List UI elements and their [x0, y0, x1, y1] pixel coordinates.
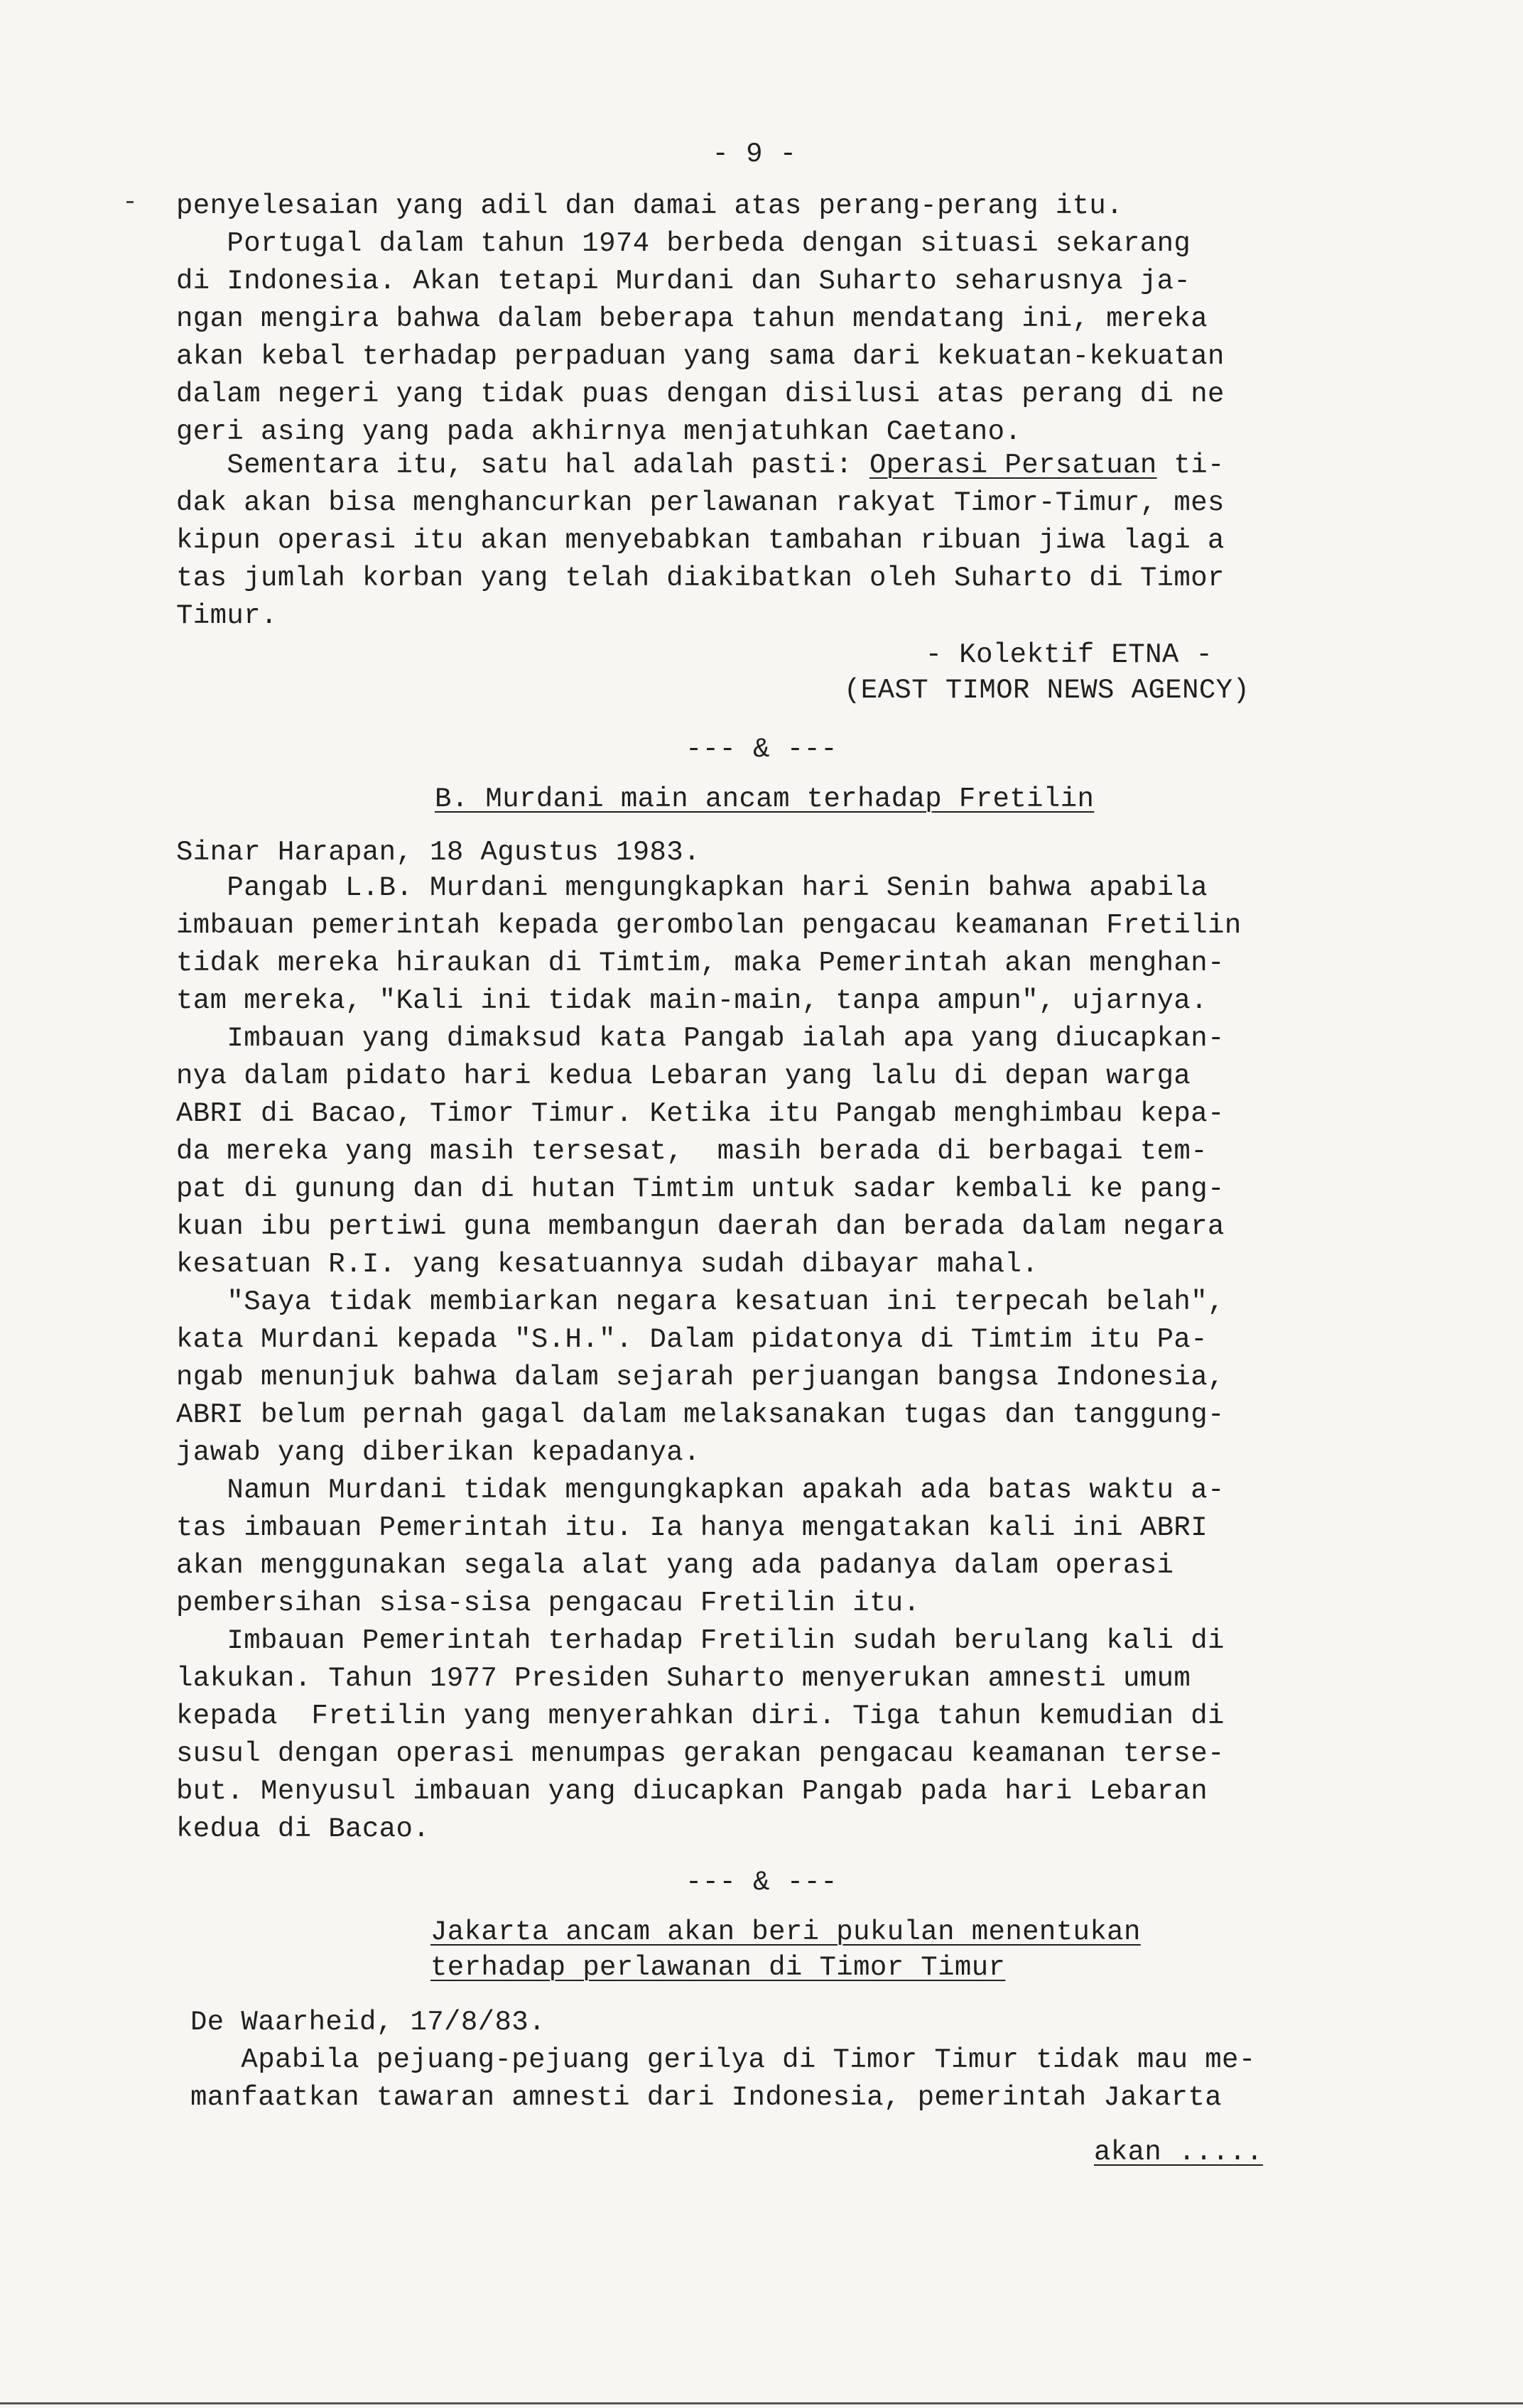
body-line: kuan ibu pertiwi guna membangun daerah dan berada dalam negara — [176, 1211, 1225, 1242]
body-line: tas imbauan Pemerintah itu. Ia hanya mengatakan kali ini ABRI — [176, 1512, 1208, 1544]
page-bottom-edge — [0, 2402, 1523, 2404]
body-line: tas jumlah korban yang telah diakibatkan oleh Suharto di Timor — [176, 563, 1225, 594]
body-line-text: ti- — [1156, 450, 1225, 481]
body-line: tidak mereka hiraukan di Timtim, maka Pemerintah akan menghan- — [176, 948, 1225, 979]
body-line-text: Sementara itu, satu hal adalah pasti: — [176, 450, 869, 481]
article-title: B. Murdani main ancam terhadap Fretilin — [435, 783, 1095, 815]
body-line: ngab menunjuk bahwa dalam sejarah perjuangan bangsa Indonesia, — [176, 1362, 1225, 1393]
body-line: dalam negeri yang tidak puas dengan disilusi atas perang di ne — [176, 379, 1225, 410]
body-line: manfaatkan tawaran amnesti dari Indonesia, pemerintah Jakarta — [190, 2082, 1223, 2113]
body-line: Pangab L.B. Murdani mengungkapkan hari Senin bahwa apabila — [176, 872, 1208, 904]
body-line: kedua di Bacao. — [176, 1813, 430, 1845]
body-line: akan kebal terhadap perpaduan yang sama dari kekuatan-kekuatan — [176, 341, 1225, 372]
body-line: susul dengan operasi menumpas gerakan pengacau keamanan terse- — [176, 1738, 1225, 1769]
body-line-with-emphasis — [176, 448, 1225, 483]
body-line: nya dalam pidato hari kedua Lebaran yang lalu di depan warga — [176, 1061, 1191, 1092]
section-separator: --- & --- — [685, 734, 838, 765]
body-line: "Saya tidak membiarkan negara kesatuan ini terpecah belah", — [176, 1286, 1225, 1318]
body-line: lakukan. Tahun 1977 Presiden Suharto menyerukan amnesti umum — [176, 1663, 1191, 1694]
body-line: Imbauan yang dimaksud kata Pangab ialah apa yang diucapkan- — [176, 1023, 1225, 1054]
article-source: De Waarheid, 17/8/83. — [190, 2007, 546, 2038]
body-line: imbauan pemerintah kepada gerombolan pengacau keamanan Fretilin — [176, 910, 1242, 941]
body-line: ABRI di Bacao, Timor Timur. Ketika itu Pangab menghimbau kepa- — [176, 1098, 1225, 1129]
body-line: akan menggunakan segala alat yang ada padanya dalam operasi — [176, 1550, 1174, 1581]
body-line: dak akan bisa menghancurkan perlawanan rakyat Timor-Timur, mes — [176, 487, 1225, 519]
body-line: Imbauan Pemerintah terhadap Fretilin sudah berulang kali di — [176, 1625, 1225, 1656]
article-title-line-1: Jakarta ancam akan beri pukulan menentukan — [430, 1916, 1141, 1948]
body-line: Namun Murdani tidak mengungkapkan apakah ada batas waktu a- — [176, 1475, 1225, 1506]
body-line: Timur. — [176, 600, 278, 631]
body-line: kipun operasi itu akan menyebabkan tambahan ribuan jiwa lagi a — [176, 525, 1225, 556]
body-line: tam mereka, "Kali ini tidak main-main, tanpa ampun", ujarnya. — [176, 985, 1208, 1016]
signature-agency: (EAST TIMOR NEWS AGENCY) — [844, 675, 1250, 706]
continuation-marker: akan ..... — [1094, 2137, 1264, 2168]
body-line: kesatuan R.I. yang kesatuannya sudah dibayar mahal. — [176, 1249, 1039, 1280]
article-source: Sinar Harapan, 18 Agustus 1983. — [176, 837, 700, 868]
body-line: kepada Fretilin yang menyerahkan diri. Tiga tahun kemudian di — [176, 1701, 1225, 1732]
body-line: pembersihan sisa-sisa pengacau Fretilin itu. — [176, 1588, 921, 1619]
body-line: Portugal dalam tahun 1974 berbeda dengan situasi sekarang — [176, 228, 1191, 259]
operation-name: Operasi Persatuan — [869, 450, 1157, 481]
body-line: but. Menyusul imbauan yang diucapkan Pangab pada hari Lebaran — [176, 1776, 1208, 1807]
signature-line: - Kolektif ETNA - — [925, 639, 1213, 671]
margin-mark — [126, 201, 134, 203]
body-line: pat di gunung dan di hutan Timtim untuk sadar kembali ke pang- — [176, 1173, 1225, 1205]
page-number: - 9 - — [712, 139, 797, 170]
section-separator: --- & --- — [685, 1867, 838, 1898]
body-line: kata Murdani kepada "S.H.". Dalam pidatonya di Timtim itu Pa- — [176, 1324, 1208, 1355]
body-line: penyelesaian yang adil dan damai atas perang-perang itu. — [176, 190, 1124, 222]
body-line: di Indonesia. Akan tetapi Murdani dan Suharto seharusnya ja- — [176, 266, 1191, 297]
body-line: geri asing yang pada akhirnya menjatuhkan Caetano. — [176, 416, 1022, 448]
body-line: ngan mengira bahwa dalam beberapa tahun mendatang ini, mereka — [176, 303, 1208, 335]
body-line: jawab yang diberikan kepadanya. — [176, 1437, 700, 1468]
article-title-line-2: terhadap perlawanan di Timor Timur — [430, 1952, 1006, 1983]
body-line: da mereka yang masih tersesat, masih berada di berbagai tem- — [176, 1136, 1208, 1167]
body-line: ABRI belum pernah gagal dalam melaksanakan tugas dan tanggung- — [176, 1399, 1225, 1431]
body-line: Apabila pejuang-pejuang gerilya di Timor Timur tidak mau me- — [190, 2044, 1256, 2076]
